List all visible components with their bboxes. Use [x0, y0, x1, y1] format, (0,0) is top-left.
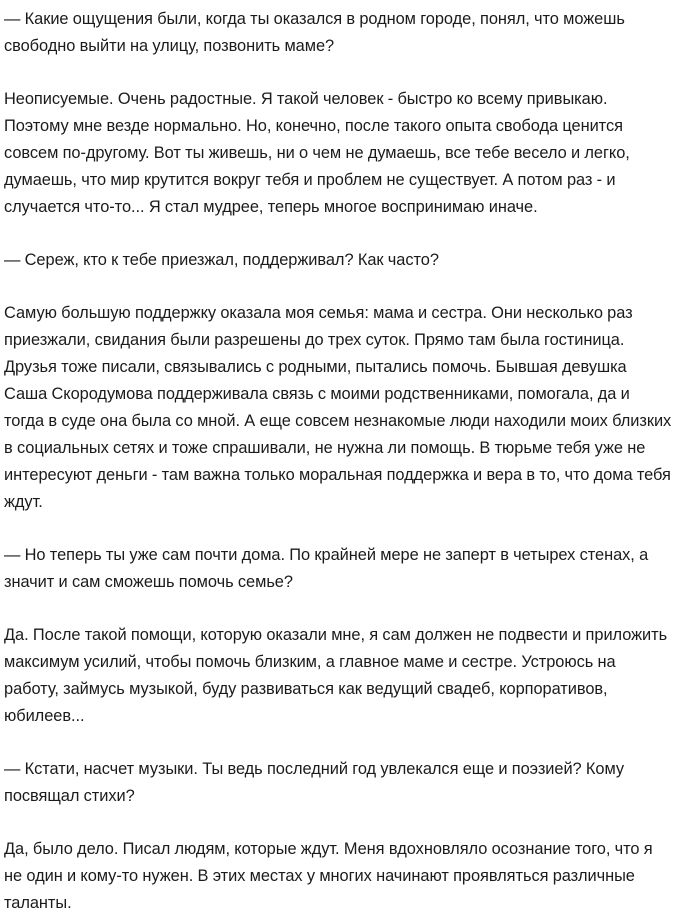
transcript-paragraph-question: — Какие ощущения были, когда ты оказался в родном городе, понял, что можешь свободно выйти на улицу, позвонить маме?: [4, 10, 625, 55]
transcript-paragraph-question: — Но теперь ты уже сам почти дома. По крайней мере не заперт в четырех стенах, а значит и сам сможешь помочь семье?: [4, 546, 649, 591]
transcript-paragraph-answer: Неописуемые. Очень радостные. Я такой человек - быстро ко всему привыкаю. Поэтому мне везде нормально. Но, конечно, после такого опыта свобода ценится совсем по-другому. Вот ты живешь, ни о чем не думаешь, все тебе весело и легко, думаешь, что мир крутится вокруг тебя и проблем не существует. А потом раз - и случается что-то... Я стал мудрее, теперь многое воспринимаю иначе.: [4, 90, 630, 216]
transcript-paragraph-answer: Да. После такой помощи, которую оказали мне, я сам должен не подвести и приложить максимум усилий, чтобы помочь близким, а главное маме и сестре. Устроюсь на работу, займусь музыкой, буду развиваться как ведущий свадеб, корпоративов, юбилеев...: [4, 626, 668, 725]
transcript-paragraph-answer: Самую большую поддержку оказала моя семья: мама и сестра. Они несколько раз приезжали, свидания были разрешены до трех суток. Прямо там была гостиница. Друзья тоже писали, связывались с родными, пытались помочь. Бывшая девушка Саша Скородумова поддерживала связь с моими родственниками, помогала, да и тогда в суде она была со мной. А еще совсем незнакомые люди находили моих близких в социальных сетях и тоже спрашивали, не нужна ли помощь. В тюрьме тебя уже не интересуют деньги - там важна только моральная поддержка и вера в то, что дома тебя ждут.: [4, 304, 672, 511]
transcript-paragraph-answer: Да, было дело. Писал людям, которые ждут. Меня вдохновляло осознание того, что я не один и кому-то нужен. В этих местах у многих начинают проявляться различные таланты.: [4, 840, 653, 912]
transcript-paragraph-question: — Кстати, насчет музыки. Ты ведь последний год увлекался еще и поэзией? Кому посвящал стихи?: [4, 760, 625, 805]
transcript-paragraph-question: — Сереж, кто к тебе приезжал, поддерживал? Как часто?: [4, 251, 439, 269]
